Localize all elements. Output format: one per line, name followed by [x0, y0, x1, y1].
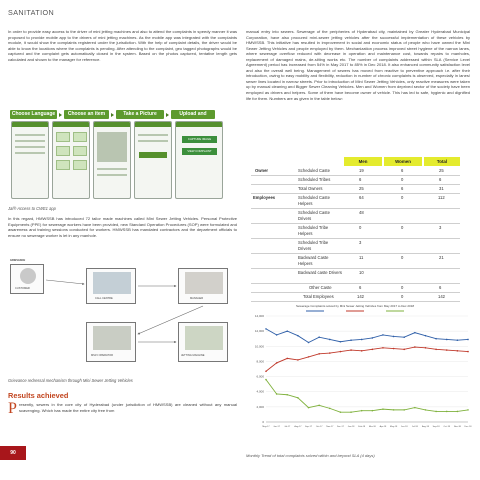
table-cell: 64 [359, 195, 364, 200]
data-point [425, 409, 427, 411]
data-point [297, 359, 299, 361]
y-tick-label: 2,000 [256, 404, 264, 409]
y-tick-label: 8,000 [256, 359, 264, 364]
data-point [265, 370, 267, 372]
phone-screen-photo [93, 121, 131, 199]
flow-node-grievance: GRIEVANCE [10, 259, 26, 262]
data-point [467, 351, 469, 353]
flow-node-customer: CUSTOMER [15, 287, 30, 290]
grievance-flow-figure [8, 258, 237, 371]
data-point [403, 349, 405, 351]
table-cell: 25 [439, 168, 444, 173]
data-point [446, 339, 448, 341]
step-label-language: Choose Language [11, 111, 56, 117]
data-point [286, 358, 288, 360]
table-cell: 3 [359, 240, 362, 245]
table-group-owner: Owner [255, 168, 269, 173]
x-tick-label: Dec-17 [336, 426, 344, 428]
data-point [361, 410, 363, 412]
table-cell: 25 [359, 186, 364, 191]
data-point [393, 348, 395, 350]
data-point [382, 347, 384, 349]
arrow-right-icon [59, 113, 62, 117]
phone-screen-menu [52, 121, 90, 199]
data-point [382, 334, 384, 336]
table-cell: 142 [438, 294, 445, 299]
data-point [372, 337, 374, 339]
data-point [361, 339, 363, 341]
table-cell: 0 [401, 285, 404, 290]
y-tick-label: 6,000 [256, 374, 264, 379]
step-label-item: Choose an item [64, 110, 109, 119]
data-point [414, 346, 416, 348]
data-point [286, 330, 288, 332]
x-tick-label: Dec-18 [464, 426, 472, 428]
figure-caption-grievance: Grievance redressal mechanism through Mini Sewer Jetting Vehicles [8, 378, 133, 383]
table-cell: 142 [357, 294, 364, 299]
chart-plot-area [246, 302, 472, 438]
x-tick-label: Oct-18 [443, 426, 451, 428]
data-point [372, 410, 374, 412]
table-header-total: Total [424, 157, 460, 166]
y-tick-label: 4,000 [256, 389, 264, 394]
table-cell: 6 [401, 168, 404, 173]
data-point [361, 350, 363, 352]
x-tick-label: Nov-17 [326, 426, 334, 428]
table-cell: 0 [401, 177, 404, 182]
x-tick-label: May-18 [389, 426, 398, 428]
table-cell: Scheduled Tribe Drivers [298, 240, 329, 251]
arrow-right-icon [111, 113, 114, 117]
table-cell: Scheduled Caste Drivers [298, 210, 330, 221]
data-point [393, 336, 395, 338]
x-tick-label: Jul-17 [284, 426, 291, 428]
table-cell: Scheduled Tribe Helpers [298, 225, 329, 236]
data-point [372, 349, 374, 351]
figure-caption-app: Jal® Access to CWE1 app [8, 206, 56, 211]
data-point [276, 362, 278, 364]
table-cell: 6 [439, 177, 442, 182]
table-header-women: Women [384, 157, 422, 166]
figure-caption-chart: Monthly Trend of total complaints solved within and beyond SLA (4 days) [246, 453, 375, 458]
data-point [308, 356, 310, 358]
table-cell: Scheduled Caste [298, 168, 330, 173]
table-cell: 6 [401, 186, 404, 191]
y-tick-label: 14,000 [254, 314, 264, 318]
data-point [350, 349, 352, 351]
data-point [265, 328, 267, 330]
data-point [318, 353, 320, 355]
left-paragraph-1: In order to provide easy access to the driver of mini jetting machines and also to attend the complaints in speedy manner it was proposed to provide mobile app to the drivers of mini jetting machines. As the mobile app was integrated with the complaints module, it would show the complaints registered under the jurisdiction. With the help of complaint details, the driver would be able to know the locations where the complaints is pending. After attending to the complaint, geo tagged photographs would be captured and the complaint gets automatically closed in the system. Based on the photos captured, tentative length gets calculated and shown to the manager for reference. [8, 29, 237, 62]
app-flow-figure [8, 110, 237, 202]
data-point [457, 350, 459, 352]
data-point [435, 411, 437, 413]
table-cell: 0 [401, 195, 404, 200]
results-heading: Results achieved [8, 391, 69, 400]
x-tick-label: Aug-17 [294, 426, 302, 428]
x-tick-label: Apr-18 [379, 426, 387, 428]
table-cell: Backward Caste Helpers [298, 255, 329, 266]
x-tick-label: Jul-18 [411, 426, 418, 428]
data-point [414, 332, 416, 334]
data-point [350, 339, 352, 341]
data-point [276, 393, 278, 395]
right-paragraph-1: manual entry into sewers. Sewerage of the peripheries of Hyderabad city, maintained by Greater Hyderabad Municipal Corporation, have also procured mini-sewer jetting vehicles after the successful implementation of these vehicles by HMWSSB. This initiative has resulted in improvement in social and economic status of people who have owned the Mini Sewer Jetting Vehicles and people employed by them. Mechanization process improved street hygiene of the narrow lanes, where sewerage overflow reduced with decrease in operation and maintenance cost, towards repairs to manholes, replacement of damaged mains, de-silting works etc. The number of complaints addressed within SLA (Service Level Agreement) period has increased from 54% in May 2017 to 85% in Dec 2018. It also enhanced community satisfaction level and also the overall well being. Management of sewers has moved from reactive to preventive approach i.e. after their introduction, owing to easy mobility and flexibility, reduction in number of chronic complaints is observed, especially in lanes/ sewer lines located in narrow streets. Prior to introduction of Mini Sewer Jetting Vehicles, only reactive measures were taken up by manual cleaning and Bigger Sewer Cleaning Vehicles. Men and Women from deprived sector of the society have been employed as drivers and helpers. Some of them have become owner of vehicle. This has led to safe, hygienic and dignified life for them. Numbers are as given in the table below: [246, 29, 470, 101]
table-cell: 0 [401, 225, 404, 230]
data-point [393, 409, 395, 411]
arrow-right-icon [166, 113, 169, 117]
view-complaint-button: VIEW COMPLAINT [182, 148, 217, 155]
data-point [382, 408, 384, 410]
data-point [467, 409, 469, 411]
x-tick-label: Oct-17 [315, 426, 323, 428]
photo-preview-icon [97, 132, 127, 162]
table-cell: 112 [438, 195, 445, 200]
data-point [414, 407, 416, 409]
table-cell: 3 [439, 225, 442, 230]
results-text: resently, sewers in the core city of Hyderabad (under jurisdiction of HMWSSB) are cleaned without any manual scavenging. Which has made the entire city free from [19, 402, 237, 413]
y-tick-label: 12,000 [254, 329, 264, 334]
table-cell: Scheduled Caste Helpers [298, 195, 330, 206]
data-point [340, 351, 342, 353]
x-tick-label: Nov-18 [453, 426, 461, 428]
flow-node-machine: JETTING MACHINE [181, 354, 205, 357]
table-cell: Total Owners [298, 186, 323, 191]
data-point [329, 352, 331, 354]
data-point [276, 334, 278, 336]
x-tick-label: Mar-18 [368, 426, 376, 428]
data-point [297, 397, 299, 399]
table-cell: 21 [439, 255, 444, 260]
table-cell: 6 [439, 285, 442, 290]
series-line-2 [266, 380, 468, 413]
table-cell: 6 [359, 285, 362, 290]
series-line-1 [266, 347, 468, 371]
data-point [446, 411, 448, 413]
data-point [286, 394, 288, 396]
capture-image-button: CAPTURE IMAGE [182, 136, 217, 143]
table-header-men: Men [344, 157, 382, 166]
flow-node-manager: MANAGER [190, 297, 204, 300]
phone-screen-submit [134, 121, 172, 199]
x-tick-label: Jun-18 [400, 426, 408, 428]
left-paragraph-2: In this regard, HMWSSB has introduced 72 tailor made machines called Mini Sewer Jetting Vehicles. Personal Protective Equipments (PPE) for sewerage workers have been provided, new Standard Operation Procedures (SOP) were formulated and awareness and training sessions conducted for workers. HMWSSB has mandated contractors and the department officials to ensure no sewerage worker is let in any manhole. [8, 216, 237, 238]
data-point [403, 409, 405, 411]
data-point [457, 411, 459, 413]
data-point [329, 408, 331, 410]
data-point [308, 407, 310, 409]
data-point [318, 336, 320, 338]
data-point [340, 341, 342, 343]
section-header: SANITATION [8, 8, 55, 17]
complaints-chart [246, 302, 472, 438]
table-cell: 0 [359, 225, 362, 230]
table-cell: 48 [359, 210, 364, 215]
x-tick-label: Aug-18 [421, 426, 430, 428]
data-point [340, 411, 342, 413]
data-point [446, 349, 448, 351]
chart-title: Sewerage Complaints solved by Mini Sewer Jetting Vehicles from May 2017 to Dec 2018 [296, 304, 415, 308]
flow-node-operator: MSJV OPERATOR [91, 354, 113, 357]
series-line-0 [266, 329, 468, 343]
data-point [329, 339, 331, 341]
table-group-employees: Employees [253, 195, 276, 200]
data-point [318, 405, 320, 407]
data-point [435, 338, 437, 340]
data-point [308, 342, 310, 344]
table-cell: Backward caste Drivers [298, 270, 342, 275]
data-point [467, 339, 469, 341]
data-point [425, 335, 427, 337]
data-point [425, 347, 427, 349]
x-tick-label: Sep-18 [432, 426, 440, 428]
step-label-picture: Take a Picture [116, 110, 164, 119]
step-label-submit: Upload and [171, 110, 215, 119]
table-cell: 31 [439, 186, 444, 191]
x-tick-label: Sep-17 [304, 426, 313, 428]
y-tick-label: 10,000 [254, 344, 264, 349]
data-point [457, 339, 459, 341]
table-cell: 11 [359, 255, 364, 260]
table-cell: Total Employees [303, 294, 334, 299]
y-tick-label: 0 [262, 420, 264, 424]
table-cell: 19 [359, 168, 364, 173]
table-cell: 10 [359, 270, 364, 275]
flow-arrows [8, 258, 237, 371]
data-point [297, 335, 299, 337]
phone-screen-actions [175, 121, 223, 199]
table-cell: 0 [401, 255, 404, 260]
table-cell: Scheduled Tribes [298, 177, 331, 182]
x-tick-label: Jan-18 [347, 426, 355, 428]
table-cell: Other Caste [309, 285, 332, 290]
x-tick-label: Feb-18 [358, 426, 366, 428]
phone-screen-language [11, 121, 49, 199]
table-cell: 6 [359, 177, 362, 182]
results-drop-cap: P [8, 400, 17, 417]
data-point [403, 336, 405, 338]
data-point [435, 349, 437, 351]
page-number: 90 [0, 446, 26, 460]
x-tick-label: Jun-17 [273, 426, 280, 428]
x-tick-label: May-17 [262, 426, 270, 428]
data-point [265, 379, 267, 381]
flow-node-call-centre: CALL CENTRE [95, 297, 113, 300]
table-cell: 0 [401, 294, 404, 299]
data-point [350, 411, 352, 413]
